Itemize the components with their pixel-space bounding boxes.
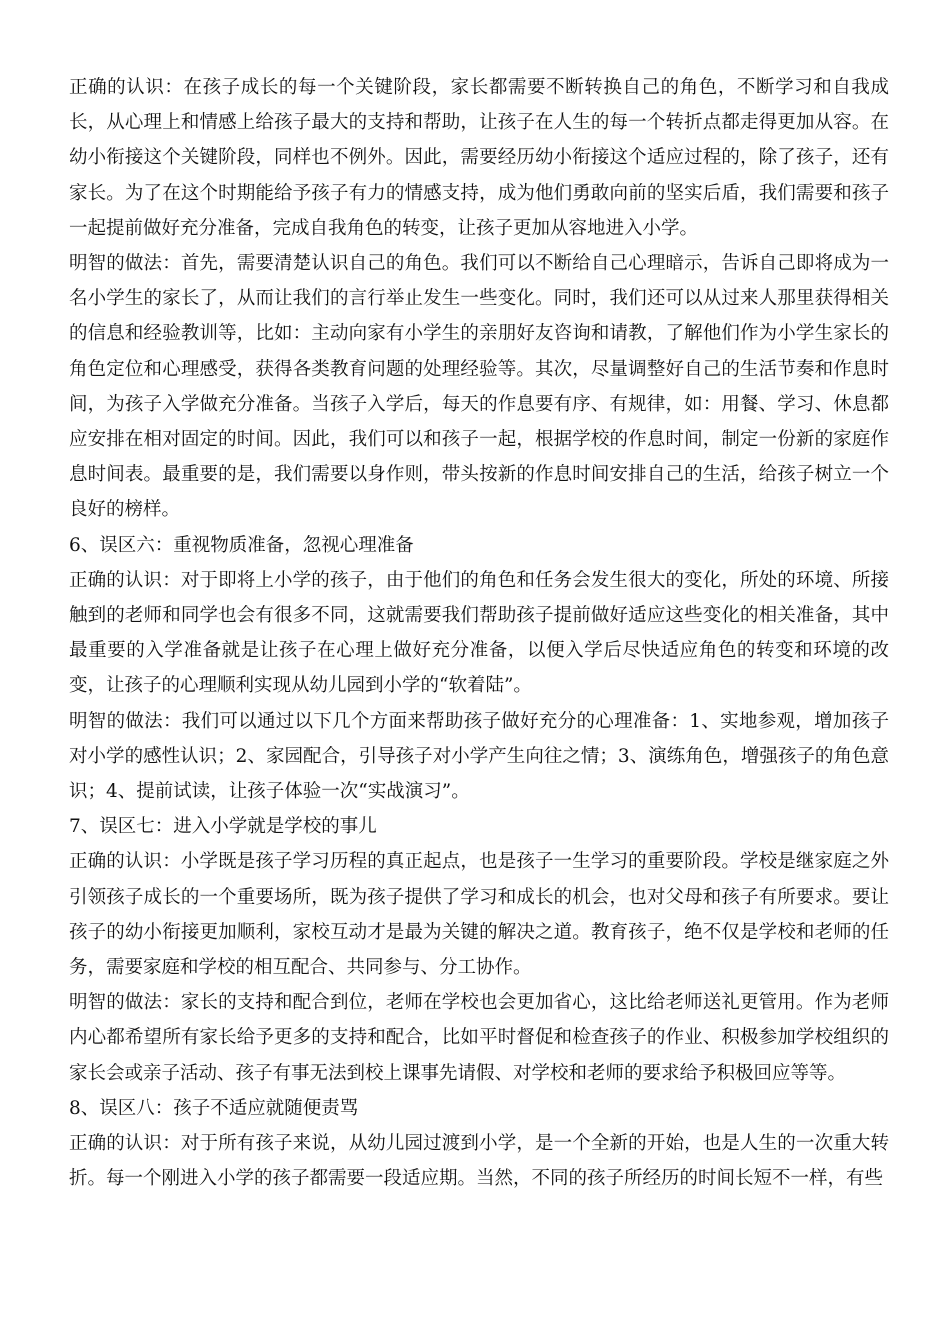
paragraph-wise-approach-6: 明智的做法：我们可以通过以下几个方面来帮助孩子做好充分的心理准备：1、实地参观，增加孩子对小学的感性认识；2、家园配合，引导孩子对小学产生向往之情；3、演练角色，增强孩子的角色意识；4、提前试读，让孩子体验一次“实战演习”。 <box>69 710 889 803</box>
paragraph-wise-approach-7: 明智的做法：家长的支持和配合到位，老师在学校也会更加省心，这比给老师送礼更管用。作为老师内心都希望所有家长给予更多的支持和配合，比如平时督促和检查孩子的作业、积极参加学校组织的家长会或亲子活动、孩子有事无法到校上课事先请假、对学校和老师的要求给予积极回应等等。 <box>69 992 889 1084</box>
paragraph-correct-understanding-7: 正确的认识：小学既是孩子学习历程的真正起点，也是孩子一生学习的重要阶段。学校是继家庭之外引领孩子成长的一个重要场所，既为孩子提供了学习和成长的机会，也对父母和孩子有所要求。要让孩子的幼小衔接更加顺利，家校互动才是最为关键的解决之道。教育孩子，绝不仅是学校和老师的任务，需要家庭和学校的相互配合、共同参与、分工协作。 <box>69 851 889 979</box>
paragraph-correct-understanding-5: 正确的认识：在孩子成长的每一个关键阶段，家长都需要不断转换自己的角色，不断学习和自我成长，从心理上和情感上给孩子最大的支持和帮助，让孩子在人生的每一个转折点都走得更加从容。在幼小衔接这个关键阶段，同样也不例外。因此，需要经历幼小衔接这个适应过程的，除了孩子，还有家长。为了在这个时期能给予孩子有力的情感支持，成为他们勇敢向前的坚实后盾，我们需要和孩子一起提前做好充分准备，完成自我角色的转变，让孩子更加从容地进入小学。 <box>69 77 889 239</box>
paragraph-correct-understanding-6: 正确的认识：对于即将上小学的孩子，由于他们的角色和任务会发生很大的变化，所处的环境、所接触到的老师和同学也会有很多不同，这就需要我们帮助孩子提前做好适应这些变化的相关准备，其中最重要的入学准备就是让孩子在心理上做好充分准备，以便入学后尽快适应角色的转变和环境的改变，让孩子的心理顺利实现从幼儿园到小学的“软着陆”。 <box>69 569 889 697</box>
section-heading-8: 8、误区八：孩子不适应就随便责骂 <box>69 1097 359 1119</box>
document-page <box>69 70 889 1197</box>
paragraph-wise-approach-5: 明智的做法：首先，需要清楚认识自己的角色。我们可以不断给自己心理暗示，告诉自己即将成为一名小学生的家长了，从而让我们的言行举止发生一些变化。同时，我们还可以从过来人那里获得相关的信息和经验教训等，比如：主动向家有小学生的亲朋好友咨询和请教，了解他们作为小学生家长的角色定位和心理感受，获得各类教育问题的处理经验等。其次，尽量调整好自己的生活节奏和作息时间，为孩子入学做充分准备。当孩子入学后，每天的作息要有序、有规律，如：用餐、学习、休息都应安排在相对固定的时间。因此，我们可以和孩子一起，根据学校的作息时间，制定一份新的家庭作息时间表。最重要的是，我们需要以身作则，带头按新的作息时间安排自己的生活，给孩子树立一个良好的榜样。 <box>69 253 889 521</box>
section-heading-6: 6、误区六：重视物质准备，忽视心理准备 <box>69 534 414 556</box>
paragraph-correct-understanding-8: 正确的认识：对于所有孩子来说，从幼儿园过渡到小学，是一个全新的开始，也是人生的一次重大转折。每一个刚进入小学的孩子都需要一段适应期。当然，不同的孩子所经历的时间长短不一样，有些 <box>69 1133 889 1190</box>
section-heading-7: 7、误区七：进入小学就是学校的事儿 <box>69 816 377 838</box>
